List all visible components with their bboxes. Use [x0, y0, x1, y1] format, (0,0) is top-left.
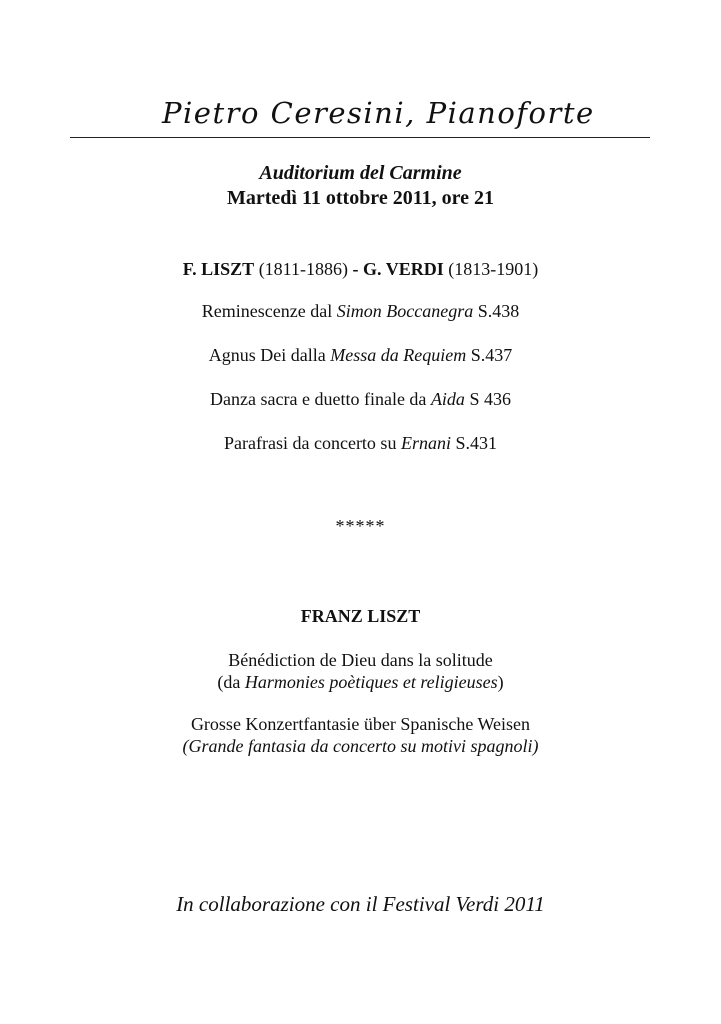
page-title: Pietro Ceresini, Pianoforte: [162, 96, 595, 130]
venue-name: Auditorium del Carmine: [259, 162, 462, 184]
composer-b-years: (1813-1901): [448, 259, 539, 279]
work-title: Grosse Konzertfantasie über Spanische Weisen: [190, 714, 531, 734]
subtitle-collection: Harmonies poètiques et religieuses: [244, 672, 498, 692]
program-item: [0, 389, 721, 410]
subtitle-close: ): [497, 672, 504, 692]
piece-catalog: S.438: [473, 301, 520, 321]
piece-text: Reminescenze dal: [201, 301, 337, 321]
title-divider: [70, 137, 650, 138]
piece-catalog: S.437: [466, 345, 513, 365]
piece-work-title: Messa da Requiem: [330, 345, 467, 365]
piece-catalog: S.431: [450, 433, 497, 453]
composer-a-name: F. LISZT: [182, 259, 255, 279]
piece-catalog: S 436: [464, 389, 511, 409]
composer-b-name: G. VERDI: [363, 259, 444, 279]
section-divider: *****: [335, 516, 386, 536]
piece-work-title: Ernani: [400, 433, 451, 453]
piece-text: Danza sacra e duetto finale da: [210, 389, 431, 409]
work-subtitle: [0, 672, 721, 693]
program-item: [0, 345, 721, 366]
piece-text: Parafrasi da concerto su: [224, 433, 401, 453]
footer-note: In collaborazione con il Festival Verdi 2011: [176, 892, 545, 916]
piece-text: Agnus Dei dalla: [208, 345, 331, 365]
composer-separator: -: [352, 259, 359, 279]
piece-work-title: Aida: [430, 389, 465, 409]
subtitle-open: (da: [217, 672, 245, 692]
composer-a-years: (1811-1886): [258, 259, 349, 279]
work-subtitle: (Grande fantasia da concerto su motivi spagnoli): [182, 736, 539, 756]
composer-heading: FRANZ LISZT: [300, 606, 421, 626]
composers-heading: [0, 259, 721, 280]
event-date: Martedì 11 ottobre 2011, ore 21: [227, 187, 494, 209]
program-item: [0, 301, 721, 322]
program-item: [0, 433, 721, 454]
piece-work-title: Simon Boccanegra: [336, 301, 474, 321]
work-title: Bénédiction de Dieu dans la solitude: [228, 650, 493, 670]
